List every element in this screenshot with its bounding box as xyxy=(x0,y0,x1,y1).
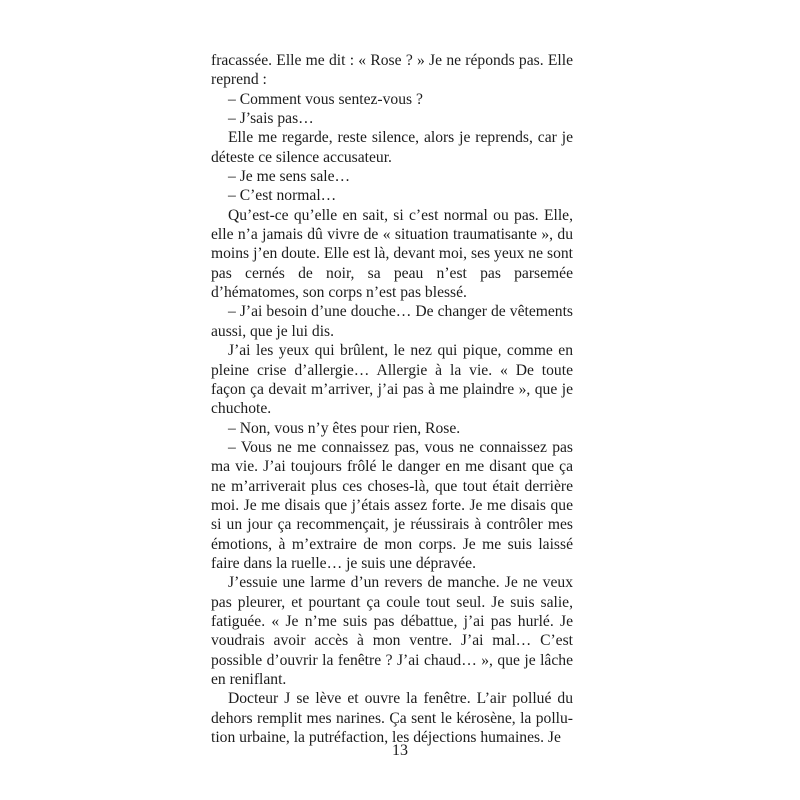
body-text xyxy=(211,51,573,747)
dialogue-line: – Comment vous sentez-vous ? xyxy=(228,90,423,108)
page-number: 13 xyxy=(392,742,408,759)
paragraph: Docteur J se lève et ouvre la fenêtre. L’air pollué du dehors remplit mes narines. Ça sent le kérosène, la pollution urbaine, la putréfaction, les déjections humaines. Je xyxy=(211,690,573,747)
paragraph: fracassée. Elle me dit : « Rose ? » Je ne réponds pas. Elle reprend : xyxy=(211,52,573,89)
paragraph: J’ai les yeux qui brûlent, le nez qui pique, comme en pleine crise d’allergie… Allergie à la vie. « De toute façon ça devait m’arriver, j’ai pas à me plaindre », que je chuchote. xyxy=(211,342,573,418)
paragraph: Elle me regarde, reste silence, alors je reprends, car je déteste ce silence accusateur. xyxy=(211,129,573,166)
paragraph: J’essuie une larme d’un revers de manche. Je ne veux pas pleurer, et pourtant ça coule tout seul. Je suis salie, fatiguée. « Je n’me suis pas débattue, j’ai pas hurlé. Je voudrais avoir accès à mon ventre. J’ai mal… C’est possible d’ouvrir la fenêtre ? J’ai chaud… », que je lâche en reniflant. xyxy=(211,574,573,688)
dialogue-line: – Vous ne me connaissez pas, vous ne connaissez pas ma vie. J’ai toujours frôlé le danger en me disant que ça ne m’arriverait plus ces choses-là, que tout était derrière moi. Je me disais que j’étais assez forte. Je me disais que si un jour ça recommençait, je réussirais à contrôler mes émotions, à m’extraire de mon corps. Je me suis laissé faire dans la ruelle… je suis une dépravée. xyxy=(211,438,573,572)
dialogue-line: – C’est normal… xyxy=(228,187,337,205)
dialogue-line: – J’sais pas… xyxy=(228,110,314,128)
dialogue-line: – J’ai besoin d’une douche… De changer de vêtements aussi, que je lui dis. xyxy=(211,303,573,340)
paragraph: Qu’est-ce qu’elle en sait, si c’est normal ou pas. Elle, elle n’a jamais dû vivre de « situation traumatisante », du moins j’en doute. Elle est là, devant moi, ses yeux ne sont pas cernés de noir, sa peau n’est pas parsemée d’hématomes, son corps n’est pas blessé. xyxy=(211,206,573,302)
dialogue-line: – Non, vous n’y êtes pour rien, Rose. xyxy=(228,419,461,437)
dialogue-line: – Je me sens sale… xyxy=(228,168,351,186)
